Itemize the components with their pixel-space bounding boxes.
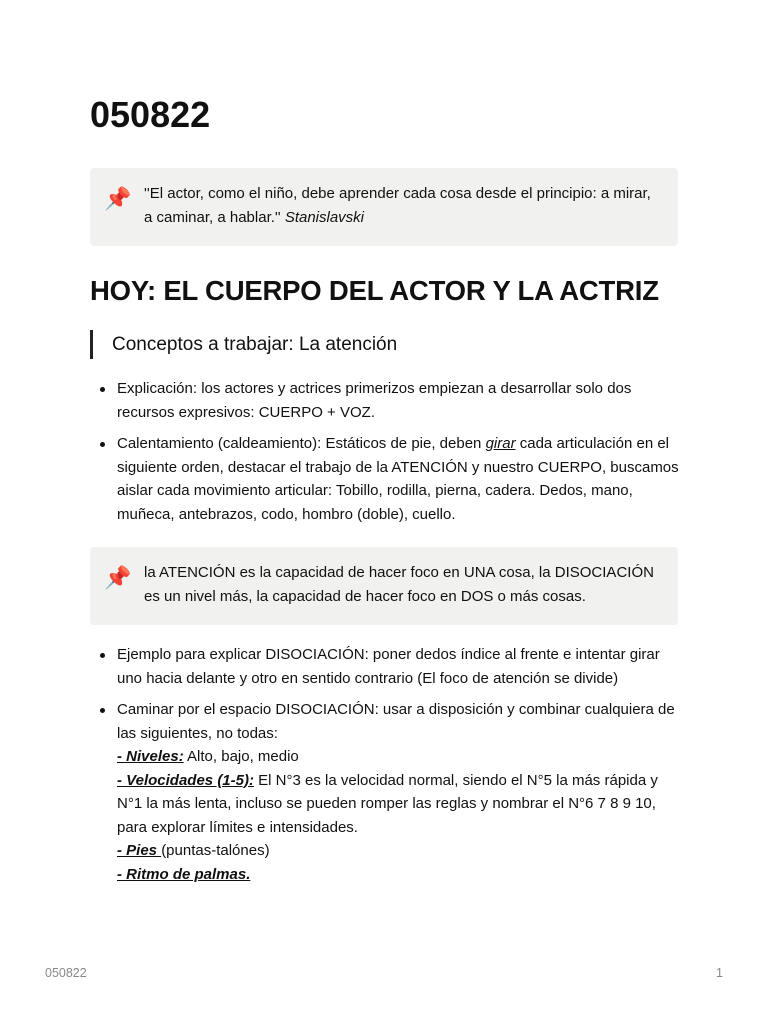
pies-label: - Pies xyxy=(117,842,162,859)
velocidades-text: El N°3 es la velocidad normal, siendo el N°5 la más rápida y N°1 la más lenta, incluso se pueden romper las reglas y nombrar el N°6 7 8 9 10, para explorar límites e intensidades. xyxy=(117,771,658,836)
bullet-list xyxy=(90,643,682,894)
callout-author: Stanislavski xyxy=(284,208,365,226)
list-item-text: Explicación: los actores y actrices primerizos empiezan a desarrollar solo dos recursos expresivos: CUERPO + VOZ. xyxy=(117,380,632,421)
quote-callout xyxy=(90,168,678,246)
bullet-list xyxy=(90,377,682,534)
attention-callout xyxy=(90,547,678,625)
section-heading: HOY: EL CUERPO DEL ACTOR Y LA ACTRIZ xyxy=(90,275,659,306)
list-item-text: Ejemplo para explicar DISOCIACIÓN: poner dedos índice al frente e intentar girar uno hacia delante y otro en sentido contrario (El foco de atención se divide) xyxy=(117,646,660,687)
velocidades-label: - Velocidades (1-5): xyxy=(117,771,254,789)
list-item xyxy=(90,643,682,690)
callout-text: la ATENCIÓN es la capacidad de hacer foco en UNA cosa, la DISOCIACIÓN es un nivel más, la capacidad de hacer foco en DOS o más cosas. xyxy=(144,564,654,605)
niveles-label: - Niveles: xyxy=(117,748,184,765)
footer-title: 050822 xyxy=(45,966,87,980)
list-item-text: cada articulación en el siguiente orden, destacar el trabajo de la ATENCIÓN y nuestro CUERPO, buscamos aislar cada movimiento articular: Tobillo, rodilla, pierna, cadera. Dedos, mano, muñeca, antebrazos, codo, hombro (doble), cuello. xyxy=(117,435,679,523)
list-item-text: Caminar por el espacio DISOCIACIÓN: usar a disposición y combinar cualquiera de las siguientes, no todas: xyxy=(117,701,675,742)
page-number: 1 xyxy=(716,966,723,980)
concepts-quote: Conceptos a trabajar: La atención xyxy=(90,330,397,359)
list-item xyxy=(90,377,682,424)
list-item xyxy=(90,698,682,886)
list-item-text: Calentamiento (caldeamiento): Estáticos de pie, deben xyxy=(117,435,486,452)
emphasis-girar: girar xyxy=(485,435,516,452)
list-item xyxy=(90,432,682,526)
callout-text: ''El actor, como el niño, debe aprender cada cosa desde el principio: a mirar, a caminar, a hablar.'' xyxy=(144,185,651,226)
pushpin-icon: 📌 xyxy=(104,565,132,590)
page-title: 050822 xyxy=(90,94,211,135)
ritmo-label: - Ritmo de palmas. xyxy=(117,865,251,883)
pushpin-icon: 📌 xyxy=(104,186,132,211)
pies-text: (puntas-talónes) xyxy=(161,842,270,859)
niveles-text: Alto, bajo, medio xyxy=(183,748,299,765)
